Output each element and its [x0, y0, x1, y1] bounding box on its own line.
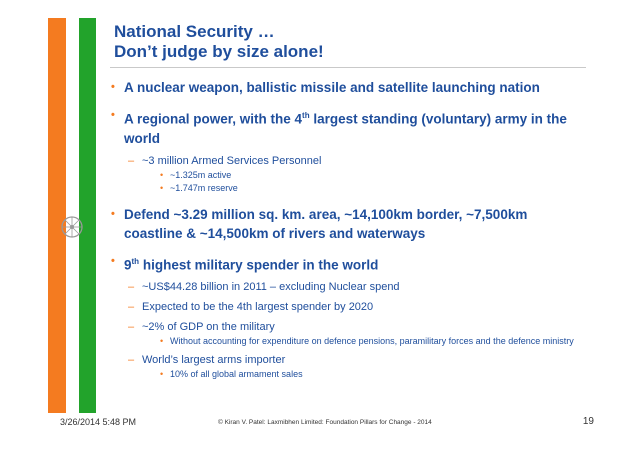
bullet-regional-power: [108, 106, 588, 148]
sub-gdp-note-text: Without accounting for expenditure on defence pensions, paramilitary forces and the defence ministry: [170, 336, 574, 346]
bullet-regional-power-text-b: largest standing (voluntary) army in the world: [124, 111, 567, 146]
bullet-defend: [108, 205, 588, 243]
bullet-marker: •: [111, 109, 115, 121]
sub-arms-importer: [108, 353, 588, 367]
slide-title: [114, 22, 324, 62]
bullet-military-spender: [108, 252, 588, 275]
slide-content: [108, 76, 588, 380]
sub-gdp-note: [108, 336, 588, 347]
bullet-military-spender-text-b: highest military spender in the world: [139, 257, 379, 272]
footer-date: 3/26/2014 5:48 PM: [60, 417, 137, 427]
bullet-military-spender-sup: th: [131, 256, 140, 266]
bullet-marker: •: [111, 81, 115, 93]
bullet-nuclear-text: A nuclear weapon, ballistic missile and satellite launching nation: [124, 80, 540, 95]
bullet-marker: •: [160, 336, 164, 346]
bullet-military-spender-text-a: 9: [124, 257, 132, 272]
sub-expected-spender-text: Expected to be the 4th largest spender by 2020: [142, 301, 374, 313]
bullet-marker: •: [160, 369, 164, 379]
ashoka-chakra-icon: [60, 215, 84, 239]
sub-armed-personnel-text: ~3 million Armed Services Personnel: [142, 154, 322, 167]
title-line-2: Don’t judge by size alone!: [114, 42, 324, 61]
dash-marker: –: [128, 281, 135, 293]
sub-gdp: [108, 320, 588, 334]
footer-copyright: © Kiran V. Patel: Laxmibhen Limited: Foundation Pillars for Change - 2014: [218, 419, 432, 426]
bullet-defend-text: Defend ~3.29 million sq. km. area, ~14,100km border, ~7,500km coastline & ~14,500km of rivers and waterways: [124, 206, 528, 241]
sub-spend-2011-text: ~US$44.28 billion in 2011 – excluding Nuclear spend: [142, 281, 400, 293]
sub-armament-sales-text: 10% of all global armament sales: [170, 369, 303, 379]
sub-reserve: [108, 183, 588, 194]
sub-spend-2011: [108, 280, 588, 294]
title-line-1: National Security …: [114, 22, 275, 41]
sub-active: [108, 170, 588, 181]
bullet-marker: •: [160, 169, 164, 180]
sub-armament-sales: [108, 369, 588, 380]
sub-armed-personnel: [108, 154, 588, 168]
bullet-regional-power-sup: th: [302, 111, 310, 120]
dash-marker: –: [128, 154, 135, 167]
page-number: 19: [582, 416, 594, 427]
dash-marker: –: [128, 354, 135, 366]
sub-arms-importer-text: World’s largest arms importer: [142, 354, 286, 366]
bullet-marker: •: [111, 254, 115, 267]
bullet-marker: •: [111, 207, 115, 220]
dash-marker: –: [128, 321, 135, 333]
bullet-regional-power-text-a: A regional power, with the 4: [124, 111, 303, 127]
sub-reserve-text: ~1.747m reserve: [170, 182, 238, 193]
title-divider: [110, 67, 586, 68]
sub-gdp-text: ~2% of GDP on the military: [142, 321, 275, 333]
dash-marker: –: [128, 301, 135, 313]
bullet-nuclear: [108, 78, 588, 97]
sub-expected-spender: [108, 300, 588, 314]
sub-active-text: ~1.325m active: [170, 169, 232, 180]
bullet-marker: •: [160, 182, 164, 193]
